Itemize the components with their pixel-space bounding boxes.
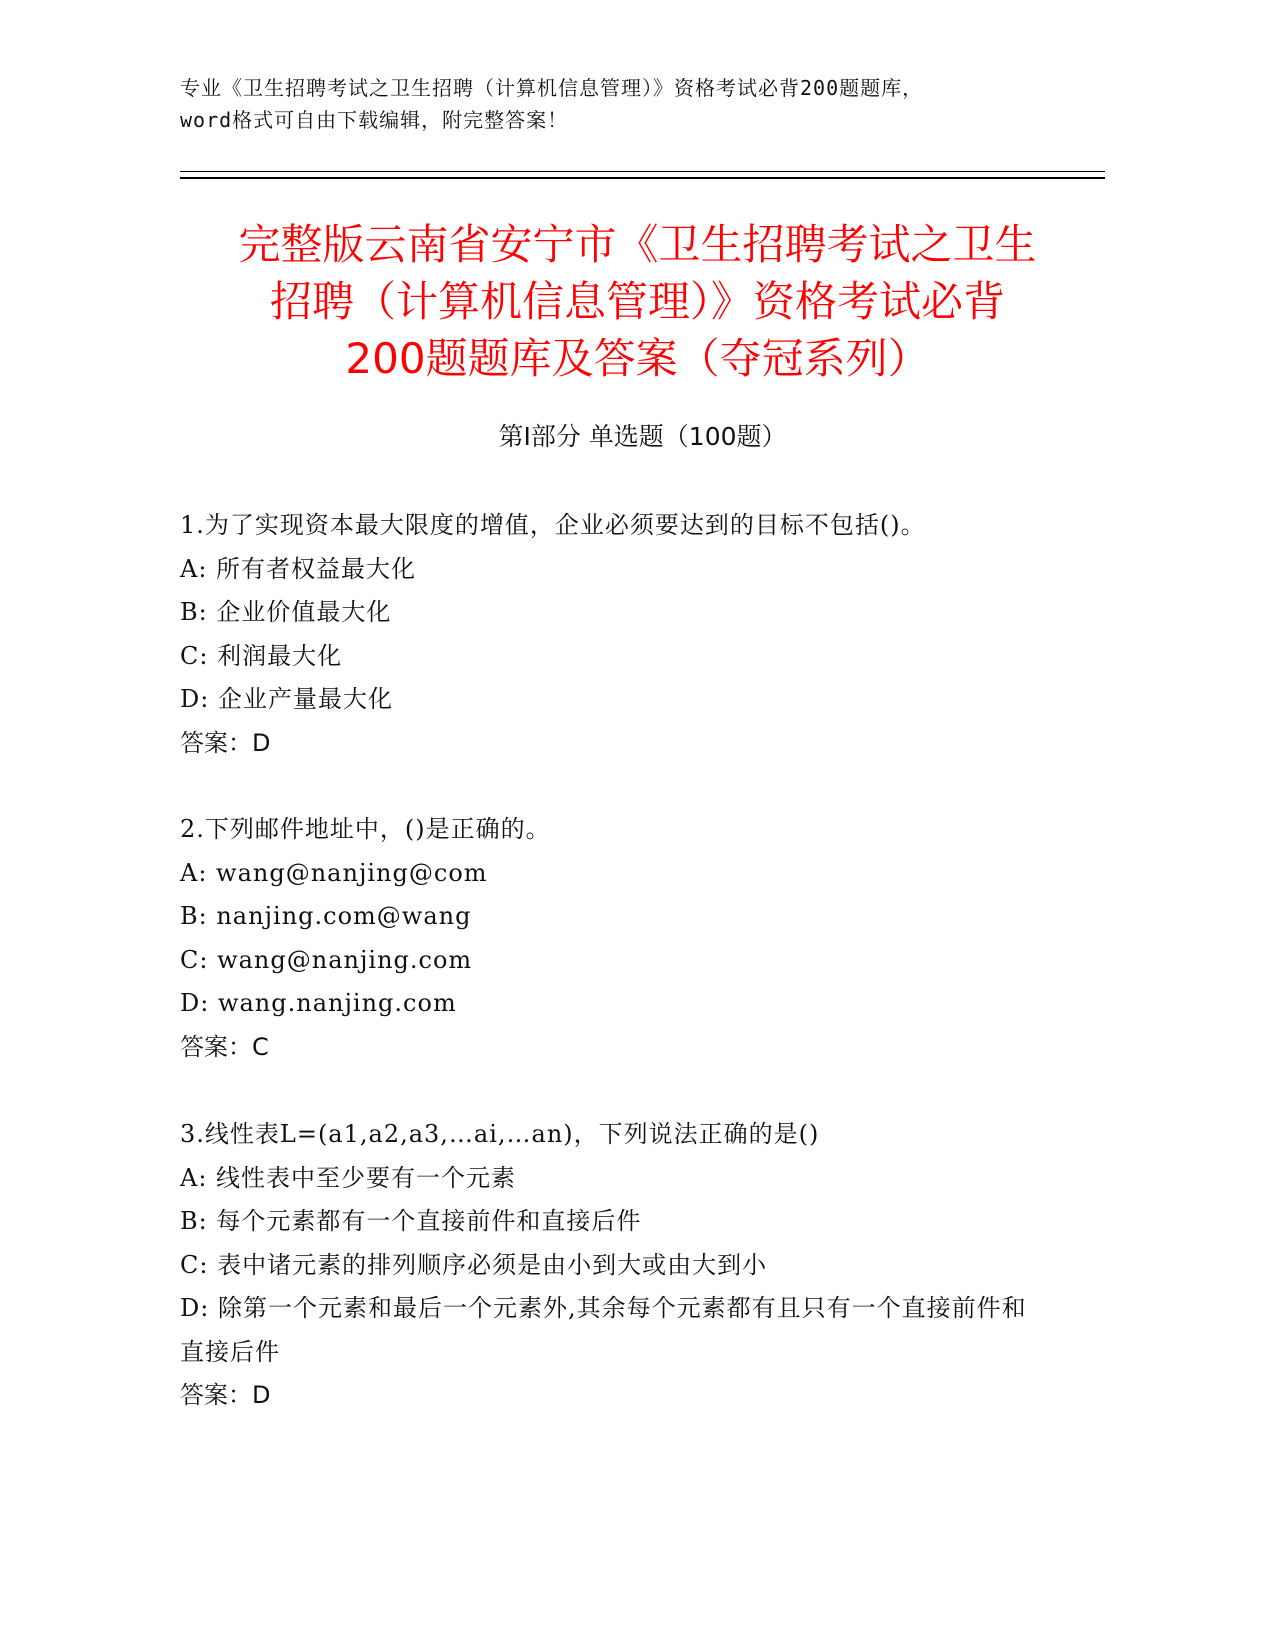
option-d: D: 除第一个元素和最后一个元素外,其余每个元素都有且只有一个直接前件和直接后件 [180, 1294, 1027, 1366]
question-block [180, 1113, 1040, 1418]
option-d: D: wang.nanjing.com [180, 989, 457, 1017]
option-d: D: 企业产量最大化 [180, 685, 393, 713]
option-c: C: 表中诸元素的排列顺序必须是由小到大或由大到小 [180, 1250, 768, 1279]
option-a: A: wang@nanjing@com [180, 858, 488, 887]
option-a: A: 所有者权益最大化 [180, 554, 417, 583]
question-stem: 2.下列邮件地址中，()是正确的。 [180, 815, 551, 843]
option-c: C: 利润最大化 [180, 641, 343, 670]
header-divider-thin [180, 171, 1105, 172]
option-c: C: wang@nanjing.com [180, 945, 473, 974]
title-line-3: 200题题库及答案（夺冠系列） [345, 334, 930, 383]
document-title [150, 216, 1125, 387]
header-divider-thick [180, 177, 1105, 179]
question-stem: 1.为了实现资本最大限度的增值，企业必须要达到的目标不包括()。 [180, 511, 926, 539]
option-b: B: 企业价值最大化 [180, 598, 392, 626]
document-header [180, 72, 1110, 136]
answer-line: 答案：D [180, 1381, 271, 1409]
title-line-1: 完整版云南省安宁市《卫生招聘考试之卫生 [238, 220, 1037, 269]
question-block [180, 504, 1040, 765]
section-heading: 第Ⅰ部分 单选题（100题） [498, 422, 787, 451]
option-a: A: 线性表中至少要有一个元素 [180, 1163, 517, 1192]
option-b: B: nanjing.com@wang [180, 902, 472, 930]
header-line-2: word格式可自由下载编辑，附完整答案！ [180, 108, 569, 132]
answer-line: 答案：D [180, 728, 271, 757]
answer-line: 答案：C [180, 1032, 269, 1061]
question-block [180, 808, 1040, 1069]
question-stem: 3.线性表L=(a1,a2,a3,…ai,…an)，下列说法正确的是() [180, 1120, 820, 1148]
header-line-1: 专业《卫生招聘考试之卫生招聘（计算机信息管理）》资格考试必背200题题库， [180, 76, 924, 100]
option-b: B: 每个元素都有一个直接前件和直接后件 [180, 1207, 642, 1235]
title-line-2: 招聘（计算机信息管理）》资格考试必背 [269, 277, 1005, 326]
